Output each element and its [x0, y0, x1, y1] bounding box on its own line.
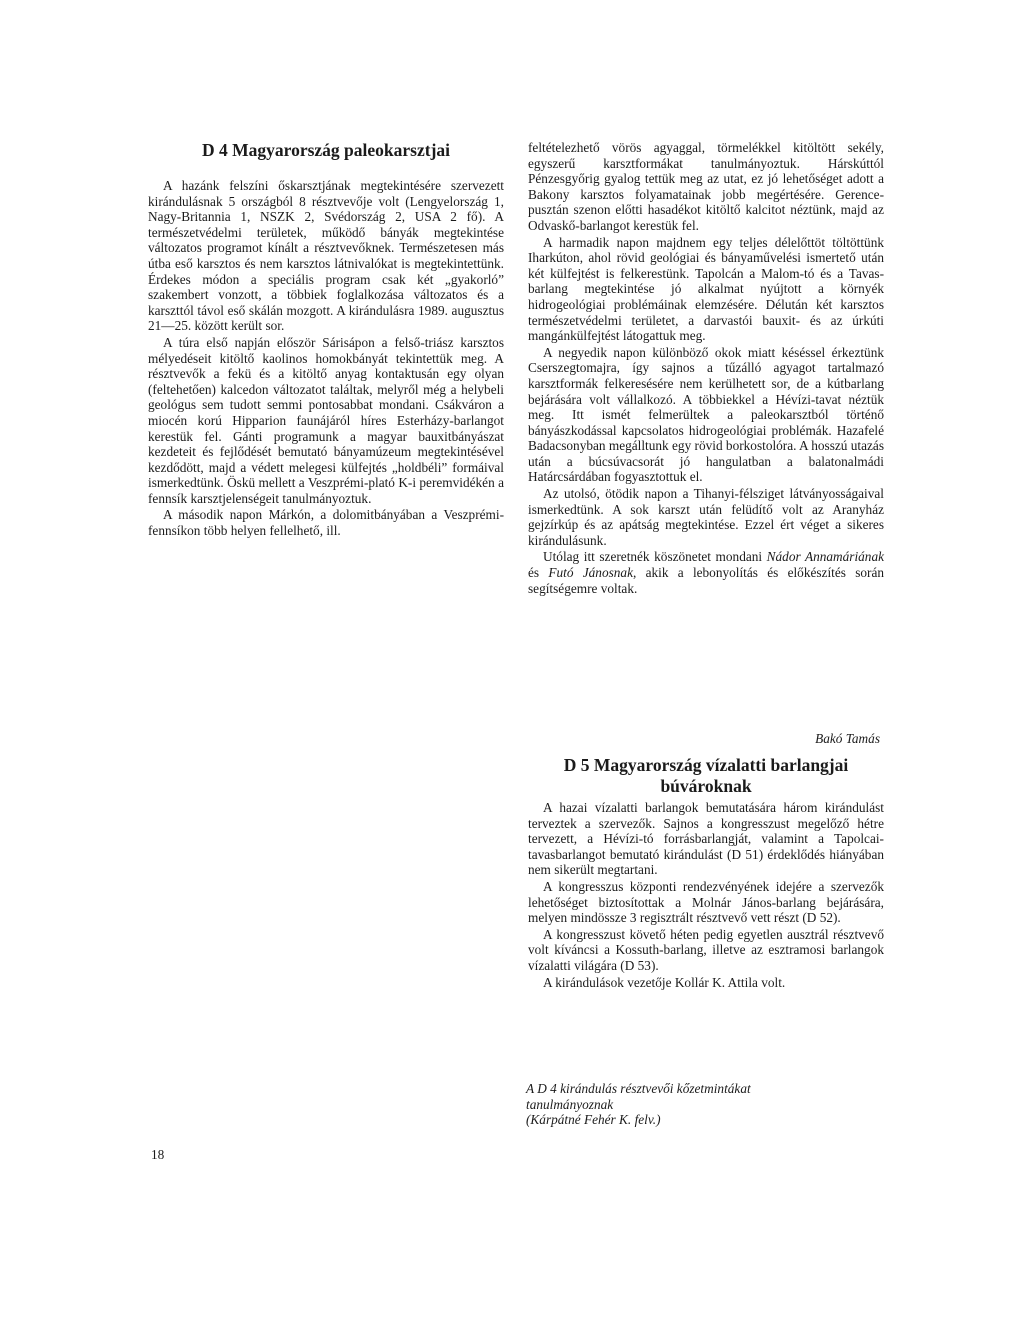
- d4-heading: D 4 Magyarország paleokarsztjai: [201, 140, 451, 160]
- d5-paragraph-4: A kirándulások vezetője Kollár K. Attila volt.: [543, 974, 786, 990]
- d5-paragraph-2: A kongresszus központi rendezvényének idejére a szervezők lehetőséget biztosítottak a Molnár János-barlang bejárására, melyen mindössze 3 regisztrált résztvevő vett részt (D 52).: [528, 878, 884, 926]
- d4-paragraph-2: A túra első napján először Sárisápon a felső-triász karsztos mélyedéseit kitöltő kaolinos homokbányát tekintettük meg. A résztvevők a fekü és a kitöltő anyag kontaktusán egy olyan (feltehetően) kalcedon változatot találtak, melyről még a helybeli geológus sem tudott semmi pontosabbat mondani. Csákváron a miocén korú Hipparion faunájáról híres Esterházy-barlangot kerestük fel. Gánti programunk a magyar bauxitbányászat kezdeteit és fejlődését bemutató bányamúzeum megtekintésével kezdődött, majd a védett melegesi külfejtés „holdbéli” formáival ismerkedtünk. Öskü mellett a Veszprémi-plató K-i peremvidékén a fennsík karsztjelenségeit tanulmányoztuk.: [148, 334, 504, 506]
- d4-paragraph-7: Az utolsó, ötödik napon a Tihanyi-félsziget látványosságaival ismerkedtünk. A sok karszt után felüdítő volt az Aranyház gejzírkúp és az apátság megtekintése. Ezzel ért véget a sikeres kirándulásunk.: [528, 486, 884, 548]
- d5-paragraph-1: A hazai vízalatti barlangok bemutatására három kirándulást terveztek a szervezők. Sajnos a kongresszust megelőző hétre tervezett, a Hévízi-tó forrásbarlangját, valamint a Tapolcai-tavasbarlangot bemutató kirándulást (D 51) érdeklődés hiányában nem sikerült megtartani.: [528, 800, 884, 878]
- thanks-prefix: Utólag itt szeretnék köszönetet mondani: [543, 549, 767, 565]
- d4-thanks-paragraph: [528, 549, 884, 596]
- d5-column: [528, 800, 884, 990]
- thanks-name-1: Nádor Annamáriának: [766, 549, 884, 565]
- d4-paragraph-1: A hazánk felszíni őskarsztjának megtekintésére szervezett kirándulásnak 5 országból 8 résztvevője volt (Lengyelország 1, Nagy-Britannia 1, NSZK 2, Svédország 2, USA 2 fő). A természetvédelmi területek, működő bányák megtekintése változatos programot kínált a résztvevőknek. Természetesen más útba eső karsztos és nem karsztos látnivalókat is megtekintettünk. Érdekes módon a speciális program csak két „gyakorló” szakembert vonzott, a többiek foglalkozása változatos és a karszttól távol eső skálán mozgott. A kirándulásra 1989. augusztus 21—25. között került sor.: [148, 178, 504, 334]
- d4-paragraph-4: feltételezhető vörös agyaggal, törmelékkel kitöltött sekély, egyszerű karsztformákat tanulmányoztuk. Hárskúttól Pénzesgyőrig gyalog tettük meg az utat, ez jó lehetőséget adott a Bakony karsztos folyamatainak jobb megértésére. Gerence-pusztán szenon előtti hasadékot kitöltő kalcitot néztünk, majd az Odvaskő-barlangot kerestük fel.: [528, 140, 884, 233]
- thanks-mid: és: [528, 565, 549, 581]
- author-signature: Bakó Tamás: [815, 731, 880, 746]
- left-column: [148, 140, 504, 539]
- caption-line-1: A D 4 kirándulás résztvevői kőzetmintákat: [526, 1081, 751, 1096]
- right-column: [528, 140, 884, 596]
- d4-paragraph-3: A második napon Márkón, a dolomitbányában a Veszprémi-fennsíkon több helyen fellelhető, ill.: [148, 507, 504, 539]
- photo-caption: [526, 1081, 826, 1128]
- page-number: 18: [151, 1147, 165, 1162]
- d4-paragraph-5: A harmadik napon majdnem egy teljes délelőttöt töltöttünk Iharkúton, ahol rövid geológiai és bányaművelési ismertető után két külfejtést is felkerestünk. Tapolcán a Malom-tó és a Tavas-barlang megtekintése jó alkalmat nyújtott a környék hidrogeológiai problémáinak elemzésére. Délután két karsztos természetvédelmi területet, a darvastói bauxit- és az úrkúti mangánkülfejtést látogattuk meg.: [528, 234, 884, 344]
- thanks-name-2: Futó Jánosnak: [548, 565, 633, 581]
- d5-paragraph-3: A kongresszust követő héten pedig egyetlen ausztrál résztvevő volt kíváncsi a Kossuth-barlang, illetve az esztramosi barlangok vízalatti világára (D 53).: [528, 926, 884, 973]
- d4-paragraph-6: A negyedik napon különböző okok miatt késéssel érkeztünk Cserszegtomajra, így sajnos a tűzálló agyagot tartalmazó karsztformák felkeresésére nem kerülhetett sor, de a kútbarlang bejárására volt vállalkozó. A többiekkel a Hévízi-tavat néztük meg. Itt ismét felmerültek a paleokarsztból történő bányászkodással kapcsolatos hidrogeológiai problémák. Hazafelé Badacsonyban megálltunk egy rövid borkostolóra. A hosszú utazás után a búcsúvacsorát jó hangulatban a balatonalmádi Határcsárdában fogyasztottuk el.: [528, 344, 884, 485]
- caption-line-2: tanulmányoznak: [526, 1096, 614, 1112]
- caption-line-3: (Kárpátné Fehér K. felv.): [526, 1112, 661, 1127]
- d5-heading: D 5 Magyarország vízalatti barlangjai búvároknak: [563, 755, 849, 796]
- thanks-suffix: , akik a lebonyolítás és előkészítés során segítségemre voltak.: [528, 565, 884, 596]
